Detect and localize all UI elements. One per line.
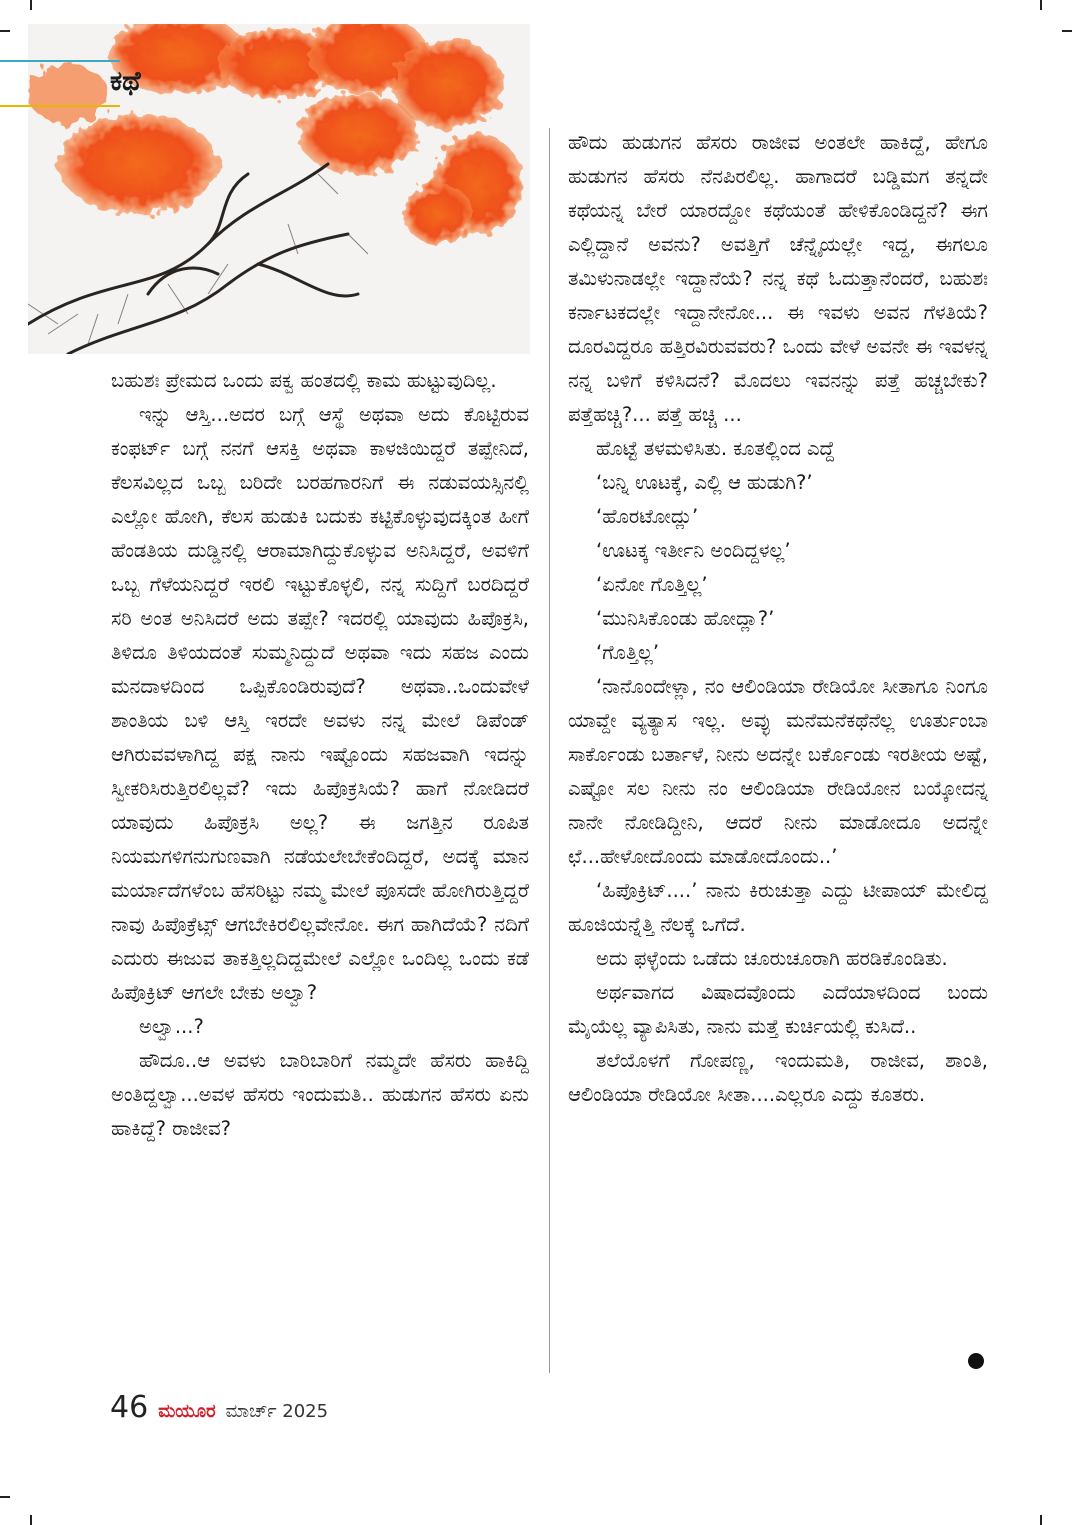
article-column-right [568, 126, 988, 1112]
story-end-mark [968, 1353, 984, 1369]
crop-mark [1040, 1515, 1042, 1525]
crop-mark [1062, 30, 1072, 32]
section-rule-yellow [0, 105, 120, 107]
paragraph: ‘ಹಿಪೊಕ್ರಿಟ್....’ ನಾನು ಕಿರುಚುತ್ತಾ ಎದ್ದು ಟೀಪಾಯ್ ಮೇಲಿದ್ದ ಹೂಜಿಯನ್ನೆತ್ತಿ ನೆಲಕ್ಕೆ ಒಗೆದೆ. [568, 879, 988, 936]
paragraph: ‘ನಾನೊಂದೇಳ್ಲಾ, ನಂ ಆಲಿಂಡಿಯಾ ರೇಡಿಯೋ ಸೀತಾಗೂ ನಿಂಗೂ ಯಾವ್ದೇ ವ್ಯತ್ಯಾಸ ಇಲ್ಲ. ಅವ್ಳು ಮನೆಮನೆಕಥೆನೆಲ್ಲ ಊರ್ತುಂಬಾ ಸಾರ್ಕೊಂಡು ಬರ್ತಾಳೆ, ನೀನು ಅದನ್ನೇ ಬರ್ಕೊಂಡು ಇರತೀಯ ಅಷ್ಟೆ, ಎಷ್ಟೋ ಸಲ ನೀನು ನಂ ಆಲಿಂಡಿಯಾ ರೇಡಿಯೋನ ಬಯ್ಕೋದನ್ನ ನಾನೇ ನೋಡಿದ್ದೀನಿ, ಆದರೆ ನೀನು ಮಾಡೋದೂ ಅದನ್ನೇ ಛೆ...ಹೇಳೋದೊಂದು ಮಾಡೋದೊಂದು..’ [568, 675, 988, 868]
paragraph: ಹೊಟ್ಟೆ ತಳಮಳಿಸಿತು. ಕೂತಲ್ಲಿಂದ ಎದ್ದೆ [596, 437, 835, 460]
crop-mark [1040, 0, 1042, 10]
flower-branch-illustration [28, 24, 530, 354]
crop-mark [0, 30, 10, 32]
issue-date: ಮಾರ್ಚ್ 2025 [225, 1401, 329, 1422]
paragraph: ‘ಮುನಿಸಿಕೊಂಡು ಹೋದ್ಲಾ?’ [596, 607, 775, 630]
column-divider [549, 128, 550, 1373]
crop-mark [30, 0, 32, 10]
paragraph: ಅದು ಫಳ್ಳೆಂದು ಒಡೆದು ಚೂರುಚೂರಾಗಿ ಹರಡಿಕೊಂಡಿತು. [596, 947, 948, 970]
page-footer [110, 1390, 328, 1425]
paragraph: ‘ಊಟಕ್ಕ ಇರ್ತೀನಿ ಅಂದಿದ್ದಳಲ್ಲ’ [596, 539, 791, 562]
header-artwork [28, 24, 530, 354]
paragraph: ಬಹುಶಃ ಪ್ರೇಮದ ಒಂದು ಪಕ್ವ ಹಂತದಲ್ಲಿ ಕಾಮ ಹುಟ್ಟುವುದಿಲ್ಲ. [111, 369, 497, 392]
paragraph: ಇನ್ನು ಆಸ್ತಿ...ಅದರ ಬಗ್ಗೆ ಆಸ್ಥೆ ಅಥವಾ ಅದು ಕೊಟ್ಟಿರುವ ಕಂಫರ್ಟ್ ಬಗ್ಗೆ ನನಗೆ ಆಸಕ್ತಿ ಅಥವಾ ಕಾಳಜಿಯಿದ್ದರೆ ತಪ್ಪೇನಿದೆ, ಕೆಲಸವಿಲ್ಲದ ಒಬ್ಬ ಬರಿದೇ ಬರಹಗಾರನಿಗೆ ಈ ನಡುವಯಸ್ಸಿನಲ್ಲಿ ಎಲ್ಲೋ ಹೋಗಿ, ಕೆಲಸ ಹುಡುಕಿ ಬದುಕು ಕಟ್ಟಿಕೊಳ್ಳುವುದಕ್ಕಿಂತ ಹೀಗೆ ಹೆಂಡತಿಯ ದುಡ್ಡಿನಲ್ಲಿ ಆರಾಮಾಗಿದ್ದುಕೊಳ್ಳುವ ಅನಿಸಿದ್ದರೆ, ಅವಳಿಗೆ ಒಬ್ಬ ಗೆಳೆಯನಿದ್ದರೆ ಇರಲಿ ಇಟ್ಟುಕೊಳ್ಳಲಿ, ನನ್ನ ಸುದ್ದಿಗೆ ಬರದಿದ್ದರೆ ಸರಿ ಅಂತ ಅನಿಸಿದರೆ ಅದು ತಪ್ಪೇ? ಇದರಲ್ಲಿ ಯಾವುದು ಹಿಪೊಕ್ರಸಿ, ತಿಳಿದೂ ತಿಳಿಯದಂತೆ ಸುಮ್ಮನಿದ್ದುದೆ ಅಥವಾ ಇದು ಸಹಜ ಎಂದು ಮನದಾಳದಿಂದ ಒಪ್ಪಿಕೊಂಡಿರುವುದೆ? ಅಥವಾ..ಒಂದುವೇಳೆ ಶಾಂತಿಯ ಬಳಿ ಆಸ್ತಿ ಇರದೇ ಅವಳು ನನ್ನ ಮೇಲೆ ಡಿಪೆಂಡ್ ಆಗಿರುವವಳಾಗಿದ್ದ ಪಕ್ಷ ನಾನು ಇಷ್ಟೊಂದು ಸಹಜವಾಗಿ ಇದನ್ನು ಸ್ವೀಕರಿಸಿರುತ್ತಿರಲಿಲ್ಲವೆ? ಇದು ಹಿಪೊಕ್ರಸಿಯೆ? ಹಾಗೆ ನೋಡಿದರೆ ಯಾವುದು ಹಿಪೊಕ್ರಸಿ ಅಲ್ಲ? ಈ ಜಗತ್ತಿನ ರೂಪಿತ ನಿಯಮಗಳಿಗನುಗುಣವಾಗಿ ನಡೆಯಲೇಬೇಕೆಂದಿದ್ದರೆ, ಅದಕ್ಕೆ ಮಾನ ಮರ್ಯಾದೆಗಳೆಂಬ ಹೆಸರಿಟ್ಟು ನಮ್ಮ ಮೇಲೆ ಪೂಸದೇ ಹೋಗಿರುತ್ತಿದ್ದರೆ ನಾವು ಹಿಪೊಕ್ರೆಟ್ಸ್ ಆಗಬೇಕಿರಲಿಲ್ಲವೇನೋ. ಈಗ ಹಾಗಿದೆಯೆ? ನದಿಗೆ ಎದುರು ಈಜುವ ತಾಕತ್ತಿಲ್ಲದಿದ್ದಮೇಲೆ ಎಲ್ಲೋ ಒಂದಿಲ್ಲ ಒಂದು ಕಡೆ ಹಿಪೊಕ್ರಿಟ್ ಆಗಲೇ ಬೇಕು ಅಲ್ವಾ? [111, 403, 529, 1004]
paragraph: ಅರ್ಥವಾಗದ ವಿಷಾದವೊಂದು ಎದೆಯಾಳದಿಂದ ಬಂದು ಮೈಯೆಲ್ಲ ವ್ಯಾಪಿಸಿತು, ನಾನು ಮತ್ತೆ ಕುರ್ಚಿಯಲ್ಲಿ ಕುಸಿದೆ.. [568, 981, 988, 1038]
magazine-logo: ಮಯೂರ [158, 1401, 216, 1422]
paragraph: ಹೌದೂ..ಆ ಅವಳು ಬಾರಿಬಾರಿಗೆ ನಮ್ಮದೇ ಹೆಸರು ಹಾಕಿದ್ದಿ ಅಂತಿದ್ದಲ್ವಾ...ಅವಳ ಹೆಸರು ಇಂದುಮತಿ.. ಹುಡುಗನ ಹೆಸರು ಏನು ಹಾಕಿದ್ದೆ? ರಾಜೀವ? [111, 1049, 529, 1140]
crop-mark [30, 1515, 32, 1525]
paragraph: ‘ಏನೋ ಗೊತ್ತಿಲ್ಲ’ [596, 573, 708, 596]
page-number: 46 [110, 1390, 149, 1425]
paragraph: ‘ಬನ್ನಿ ಊಟಕ್ಕೆ, ಎಲ್ಲಿ ಆ ಹುಡುಗಿ?’ [596, 471, 813, 494]
paragraph: ಹೌದು ಹುಡುಗನ ಹೆಸರು ರಾಜೀವ ಅಂತಲೇ ಹಾಕಿದ್ದೆ, ಹೇಗೂ ಹುಡುಗನ ಹೆಸರು ನೆನಪಿರಲಿಲ್ಲ. ಹಾಗಾದರೆ ಬಡ್ಡಿಮಗ ತನ್ನದೇ ಕಥೆಯನ್ನ ಬೇರೆ ಯಾರದ್ದೋ ಕಥೆಯಂತೆ ಹೇಳಿಕೊಂಡಿದ್ದನೆ? ಈಗ ಎಲ್ಲಿದ್ದಾನೆ ಅವನು? ಅವತ್ತಿಗೆ ಚೆನ್ನೈಯಲ್ಲೇ ಇದ್ದ, ಈಗಲೂ ತಮಿಳುನಾಡಲ್ಲೇ ಇದ್ದಾನೆಯೆ? ನನ್ನ ಕಥೆ ಓದುತ್ತಾನೆಂದರೆ, ಬಹುಶಃ ಕರ್ನಾಟಕದಲ್ಲೇ ಇದ್ದಾನೇನೋ... ಈ ಇವಳು ಅವನ ಗೆಳತಿಯೆ? ದೂರವಿದ್ದರೂ ಹತ್ತಿರವಿರುವವರು? ಒಂದು ವೇಳೆ ಅವನೇ ಈ ಇವಳನ್ನ ನನ್ನ ಬಳಿಗೆ ಕಳಿಸಿದನೆ? ಮೊದಲು ಇವನನ್ನು ಪತ್ತೆ ಹಚ್ಚಬೇಕು? ಪತ್ತೆಹಚ್ಚಿ?... ಪತ್ತೆ ಹಚ್ಚಿ ... [568, 131, 988, 426]
section-label: ಕಥೆ [110, 66, 141, 97]
paragraph: ತಲೆಯೊಳಗೆ ಗೋಪಣ್ಣ, ಇಂದುಮತಿ, ರಾಜೀವ, ಶಾಂತಿ, ಆಲಿಂಡಿಯಾ ರೇಡಿಯೋ ಸೀತಾ....ಎಲ್ಲರೂ ಎದ್ದು ಕೂತರು. [568, 1049, 988, 1106]
paragraph: ಅಲ್ವಾ...? [139, 1015, 204, 1038]
paragraph: ‘ಗೊತ್ತಿಲ್ಲ’ [596, 641, 660, 664]
crop-mark [0, 1496, 10, 1498]
paragraph: ‘ಹೊರಟೋದ್ಲು’ [596, 505, 699, 528]
article-column-left [111, 364, 529, 1146]
section-rule-teal [0, 60, 120, 62]
